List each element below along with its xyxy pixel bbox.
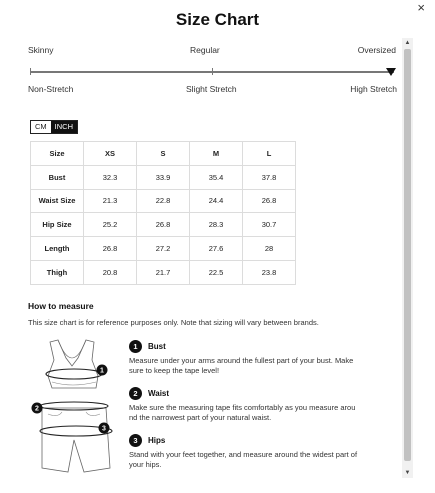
- table-cell: 25.2: [84, 213, 137, 237]
- garment-shorts-pocket-right: [86, 412, 100, 416]
- table-cell: 33.9: [137, 165, 190, 189]
- step-waist: [129, 386, 379, 423]
- hip-marker-label: 3: [102, 425, 106, 433]
- step-description: [129, 450, 379, 470]
- table-row: [31, 165, 296, 189]
- table-cell: 26.8: [84, 237, 137, 261]
- scroll-down-icon[interactable]: ▼: [404, 470, 411, 476]
- measure-steps: [129, 339, 379, 478]
- stretch-label-high: High Stretch: [350, 84, 397, 94]
- step-description-line: sure to keep the tape level!: [129, 366, 220, 375]
- size-table: [30, 141, 296, 285]
- table-cell: 30.7: [243, 213, 296, 237]
- table-header-row: [31, 142, 296, 166]
- table-row: [31, 237, 296, 261]
- fit-scale-track: [30, 71, 394, 73]
- table-row-label: Thigh: [31, 260, 84, 284]
- fit-label-skinny: Skinny: [28, 45, 54, 55]
- step-title: Hips: [148, 435, 166, 445]
- table-cell: 22.8: [137, 189, 190, 213]
- table-row: [31, 213, 296, 237]
- table-cell: 35.4: [190, 165, 243, 189]
- table-row-label: Bust: [31, 165, 84, 189]
- bust-marker-label: 1: [100, 367, 104, 375]
- table-row-label: Hip Size: [31, 213, 84, 237]
- waist-tape-line: [40, 402, 108, 410]
- table-cell: 27.6: [190, 237, 243, 261]
- stretch-scale-labels: [28, 84, 397, 98]
- scroll-up-icon[interactable]: ▲: [404, 40, 411, 46]
- table-cell: 32.3: [84, 165, 137, 189]
- table-row-label: Waist Size: [31, 189, 84, 213]
- unit-toggle: [30, 120, 78, 134]
- table-cell: 21.7: [137, 260, 190, 284]
- stretch-label-slight: Slight Stretch: [186, 84, 237, 94]
- step-number-badge: 3: [129, 434, 142, 447]
- step-description: [129, 356, 379, 376]
- garment-shorts-outline: [42, 408, 110, 472]
- table-cell: 28.3: [190, 213, 243, 237]
- table-header: Size: [31, 142, 84, 166]
- garment-neckline: [58, 340, 86, 358]
- step-description-line: Measure under your arms around the fullest part of your bust. Make: [129, 356, 354, 365]
- step-description: [129, 403, 379, 423]
- step-description-line: nd the narrowest part of your natural waist.: [129, 413, 272, 422]
- stretch-label-non: Non-Stretch: [28, 84, 74, 94]
- fit-scale-labels: [28, 45, 396, 59]
- table-cell: 26.8: [137, 213, 190, 237]
- unit-inch-button[interactable]: INCH: [51, 121, 77, 133]
- bust-tape-line: [46, 369, 102, 379]
- step-description-line: your hips.: [129, 460, 162, 469]
- garment-top-outline: [48, 340, 98, 388]
- table-cell: 27.2: [137, 237, 190, 261]
- table-row-label: Length: [31, 237, 84, 261]
- table-header: L: [243, 142, 296, 166]
- step-number-badge: 2: [129, 387, 142, 400]
- table-cell: 20.8: [84, 260, 137, 284]
- table-cell: 24.4: [190, 189, 243, 213]
- waist-marker-label: 2: [35, 405, 39, 413]
- dialog-title: Size Chart: [175, 10, 260, 29]
- table-header: M: [190, 142, 243, 166]
- table-cell: 22.5: [190, 260, 243, 284]
- fit-marker-icon: [386, 68, 396, 76]
- table-cell: 23.8: [243, 260, 296, 284]
- step-hips: [129, 433, 379, 470]
- fit-tick-middle: [212, 68, 213, 75]
- unit-cm-button[interactable]: CM: [31, 121, 51, 133]
- step-number-badge: 1: [129, 340, 142, 353]
- table-row: [31, 189, 296, 213]
- step-title: Waist: [148, 388, 170, 398]
- how-to-measure-heading: How to measure: [28, 301, 94, 311]
- table-cell: 37.8: [243, 165, 296, 189]
- table-header: XS: [84, 142, 137, 166]
- fit-label-regular: Regular: [190, 45, 220, 55]
- table-cell: 28: [243, 237, 296, 261]
- vertical-scrollbar[interactable]: [402, 38, 413, 478]
- table-header: S: [137, 142, 190, 166]
- garment-underbust: [52, 382, 96, 385]
- fit-label-oversized: Oversized: [357, 45, 396, 55]
- how-to-measure-note: This size chart is for reference purposes only. Note that sizing will vary between brands.: [28, 318, 319, 327]
- step-description-line: Make sure the measuring tape fits comfortably as you measure arou: [129, 403, 356, 412]
- step-bust: [129, 339, 379, 376]
- table-row: [31, 260, 296, 284]
- table-cell: 21.3: [84, 189, 137, 213]
- fit-tick-start: [30, 68, 31, 75]
- garment-shorts-pocket: [48, 412, 62, 416]
- body-measure-illustration: [28, 336, 120, 478]
- scrollbar-thumb[interactable]: [404, 49, 411, 461]
- step-description-line: Stand with your feet together, and measure around the widest part of: [129, 450, 358, 459]
- dialog-content[interactable]: [0, 38, 402, 478]
- close-icon[interactable]: ×: [417, 0, 425, 15]
- table-cell: 26.8: [243, 189, 296, 213]
- step-title: Bust: [148, 341, 166, 351]
